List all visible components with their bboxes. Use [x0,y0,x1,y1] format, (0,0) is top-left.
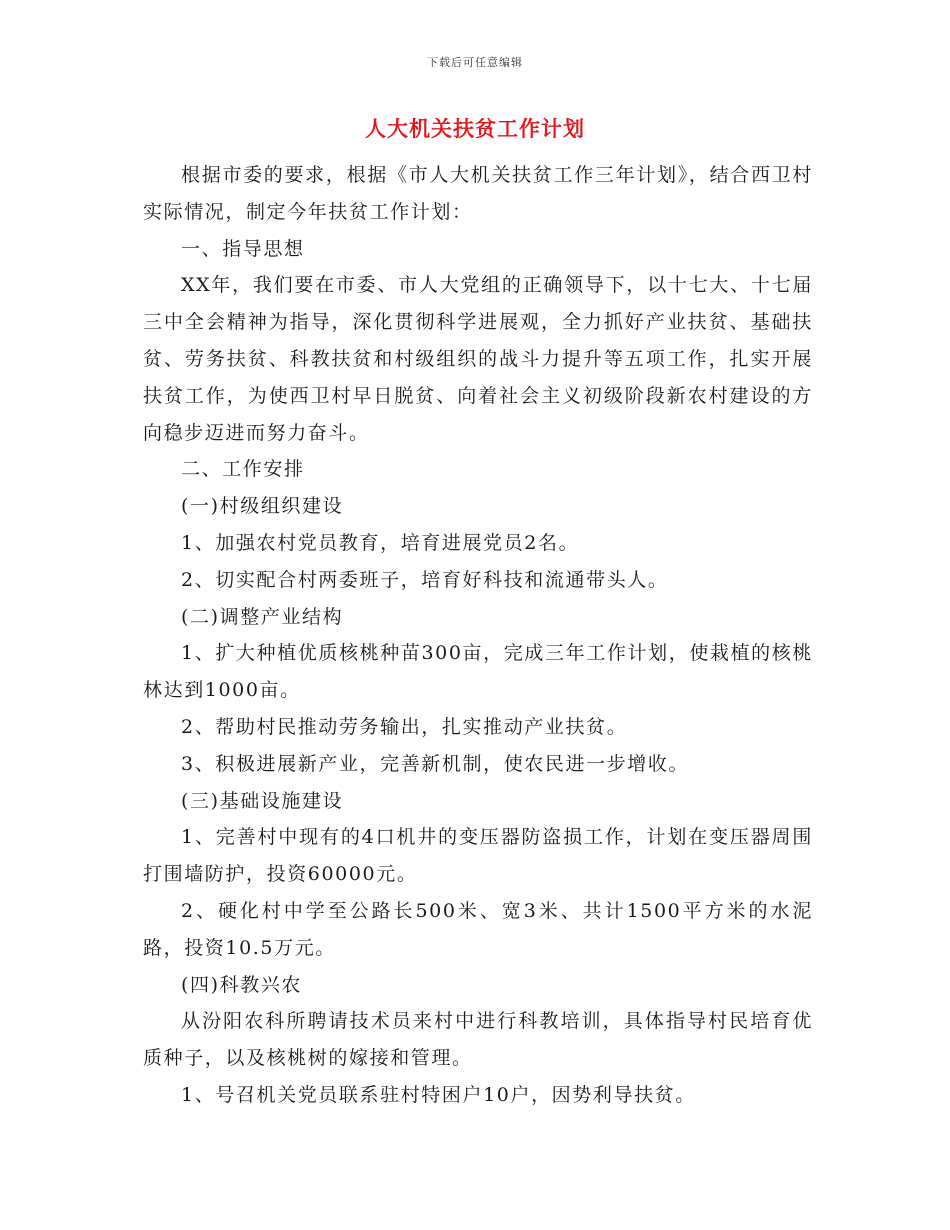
list-item: 2、帮助村民推动劳务输出，扎实推动产业扶贫。 [181,715,628,738]
heading-work-arrangement: 二、工作安排 [181,458,305,481]
list-item: 1、加强农村党员教育，培育进展党员2名。 [181,531,580,554]
subheading-infrastructure: (三)基础设施建设 [181,789,344,812]
list-item: 2、硬化村中学至公路长500米、宽3米、共计1500平方米的水泥路，投资10.5万元。 [143,899,813,959]
paragraph-guiding-ideology: XX年，我们要在市委、市人大党组的正确领导下，以十七大、十七届三中全会精神为指导，深化贯彻科学进展观，全力抓好产业扶贫、基础扶贫、劳务扶贫、科教扶贫和村级组织的战斗力提升等五项工作，扎实开展扶贫工作，为使西卫村早日脱贫、向着社会主义初级阶段新农村建设的方向稳步迈进而努力奋斗。 [143,274,813,444]
list-item: 1、号召机关党员联系驻村特困户10户，因势利导扶贫。 [181,1083,696,1106]
paragraph-science-education: 从汾阳农科所聘请技术员来村中进行科教培训，具体指导村民培育优质种子，以及核桃树的嫁接和管理。 [143,1010,813,1070]
list-item: 1、扩大种植优质核桃种苗300亩，完成三年工作计划，使栽植的核桃林达到1000亩。 [143,642,813,702]
paragraph-intro: 根据市委的要求，根据《市人大机关扶贫工作三年计划》，结合西卫村实际情况，制定今年扶贫工作计划： [143,164,813,223]
document-title: 人大机关扶贫工作计划 [365,116,585,141]
list-item: 1、完善村中现有的4口机井的变压器防盗损工作，计划在变压器周围打围墙防护，投资60000元。 [143,826,813,886]
list-item: 2、切实配合村两委班子，培育好科技和流通带头人。 [181,568,669,591]
subheading-village-organization: (一)村级组织建设 [181,495,344,518]
heading-guiding-ideology: 一、指导思想 [181,237,305,260]
list-item: 3、积极进展新产业，完善新机制，使农民进一步增收。 [181,752,690,775]
subheading-industry-structure: (二)调整产业结构 [181,605,344,628]
header-note: 下载后可任意编辑 [427,56,523,69]
document-body [143,157,813,1114]
subheading-science-education: (四)科教兴农 [181,973,303,996]
